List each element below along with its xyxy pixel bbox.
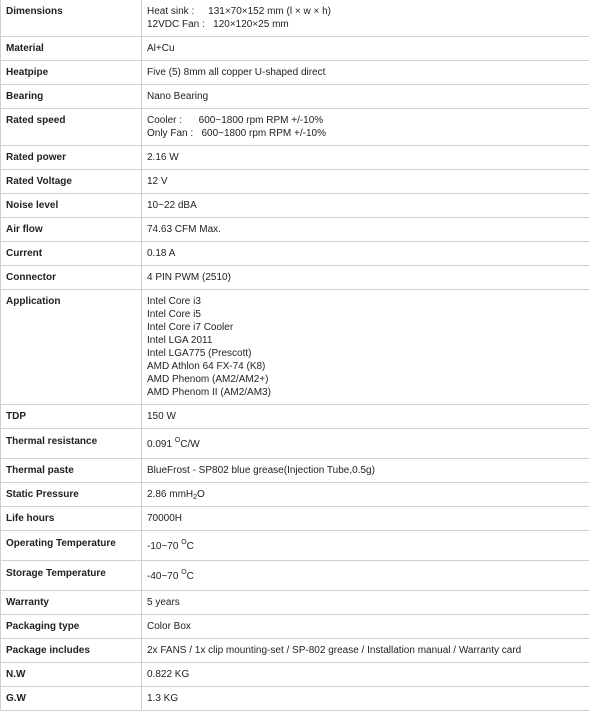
table-row (1, 531, 589, 561)
degree-symbol: O (181, 539, 186, 546)
value-line: Intel LGA775 (Prescott) (147, 348, 252, 359)
spec-label: Static Pressure (1, 483, 142, 507)
spec-label: Life hours (1, 507, 142, 531)
spec-value: 4 PIN PWM (2510) (142, 266, 589, 290)
value-line: Heat sink : 131×70×152 mm (l × w × h) (147, 6, 331, 17)
table-row (1, 459, 589, 483)
value-line: Intel Core i7 Cooler (147, 322, 233, 333)
spec-value: 0.18 A (142, 242, 589, 266)
spec-label: Noise level (1, 194, 142, 218)
spec-value: 150 W (142, 405, 589, 429)
spec-value: Al+Cu (142, 37, 589, 61)
value-unit: C/W (180, 439, 199, 450)
value-number: 2.86 mmH (147, 489, 193, 500)
spec-value (142, 429, 589, 459)
table-row (1, 218, 589, 242)
spec-value (142, 109, 589, 146)
spec-value: 1.3 KG (142, 687, 589, 711)
spec-label: Warranty (1, 591, 142, 615)
spec-label: Package includes (1, 639, 142, 663)
spec-label: Air flow (1, 218, 142, 242)
value-unit: C (187, 571, 194, 582)
table-row (1, 85, 589, 109)
value-line: Intel LGA 2011 (147, 335, 212, 346)
spec-value: Five (5) 8mm all copper U-shaped direct (142, 61, 589, 85)
table-row (1, 507, 589, 531)
spec-label: Packaging type (1, 615, 142, 639)
table-row (1, 194, 589, 218)
spec-value: Color Box (142, 615, 589, 639)
spec-value: 74.63 CFM Max. (142, 218, 589, 242)
degree-symbol: O (181, 569, 186, 576)
spec-value (142, 531, 589, 561)
spec-value: 5 years (142, 591, 589, 615)
table-row (1, 429, 589, 459)
table-row (1, 639, 589, 663)
value-number: 0.091 (147, 439, 172, 450)
value-unit: C (187, 541, 194, 552)
value-line: Intel Core i5 (147, 309, 201, 320)
spec-value (142, 483, 589, 507)
value-line: 12VDC Fan : 120×120×25 mm (147, 19, 289, 30)
spec-label: Rated Voltage (1, 170, 142, 194)
spec-label: G.W (1, 687, 142, 711)
value-number: -10~70 (147, 541, 178, 552)
spec-value: 0.822 KG (142, 663, 589, 687)
spec-value: 12 V (142, 170, 589, 194)
table-row (1, 37, 589, 61)
table-row (1, 0, 589, 37)
value-line: AMD Phenom II (AM2/AM3) (147, 387, 271, 398)
value-line: AMD Athlon 64 FX-74 (K8) (147, 361, 265, 372)
table-row (1, 146, 589, 170)
spec-value: Nano Bearing (142, 85, 589, 109)
spec-label: Dimensions (1, 0, 142, 37)
table-row (1, 242, 589, 266)
table-row (1, 591, 589, 615)
table-row (1, 170, 589, 194)
table-row (1, 561, 589, 591)
spec-label: TDP (1, 405, 142, 429)
value-unit: O (197, 489, 205, 500)
spec-label: Storage Temperature (1, 561, 142, 591)
spec-label: Application (1, 290, 142, 405)
value-line: Intel Core i3 (147, 296, 201, 307)
spec-value: 10~22 dBA (142, 194, 589, 218)
spec-value: 2x FANS / 1x clip mounting-set / SP-802 grease / Installation manual / Warranty card (142, 639, 589, 663)
spec-label: N.W (1, 663, 142, 687)
value-line: Only Fan : 600~1800 rpm RPM +/-10% (147, 128, 326, 139)
spec-label: Connector (1, 266, 142, 290)
table-row (1, 483, 589, 507)
value-line: AMD Phenom (AM2/AM2+) (147, 374, 268, 385)
table-row (1, 290, 589, 405)
value-line: Cooler : 600~1800 rpm RPM +/-10% (147, 115, 323, 126)
spec-value (142, 290, 589, 405)
table-row (1, 109, 589, 146)
spec-label: Rated power (1, 146, 142, 170)
spec-value: BlueFrost - SP802 blue grease(Injection Tube,0.5g) (142, 459, 589, 483)
spec-label: Heatpipe (1, 61, 142, 85)
spec-label: Thermal paste (1, 459, 142, 483)
table-row (1, 405, 589, 429)
specifications-body (1, 0, 589, 711)
spec-label: Rated speed (1, 109, 142, 146)
subscript: 2 (193, 494, 197, 501)
spec-label: Material (1, 37, 142, 61)
spec-label: Current (1, 242, 142, 266)
table-row (1, 266, 589, 290)
spec-label: Thermal resistance (1, 429, 142, 459)
value-number: -40~70 (147, 571, 178, 582)
spec-value (142, 0, 589, 37)
spec-value: 70000H (142, 507, 589, 531)
table-row (1, 687, 589, 711)
spec-value (142, 561, 589, 591)
spec-value: 2.16 W (142, 146, 589, 170)
spec-label: Operating Temperature (1, 531, 142, 561)
spec-label: Bearing (1, 85, 142, 109)
degree-symbol: O (175, 437, 180, 444)
table-row (1, 615, 589, 639)
table-row (1, 61, 589, 85)
table-row (1, 663, 589, 687)
